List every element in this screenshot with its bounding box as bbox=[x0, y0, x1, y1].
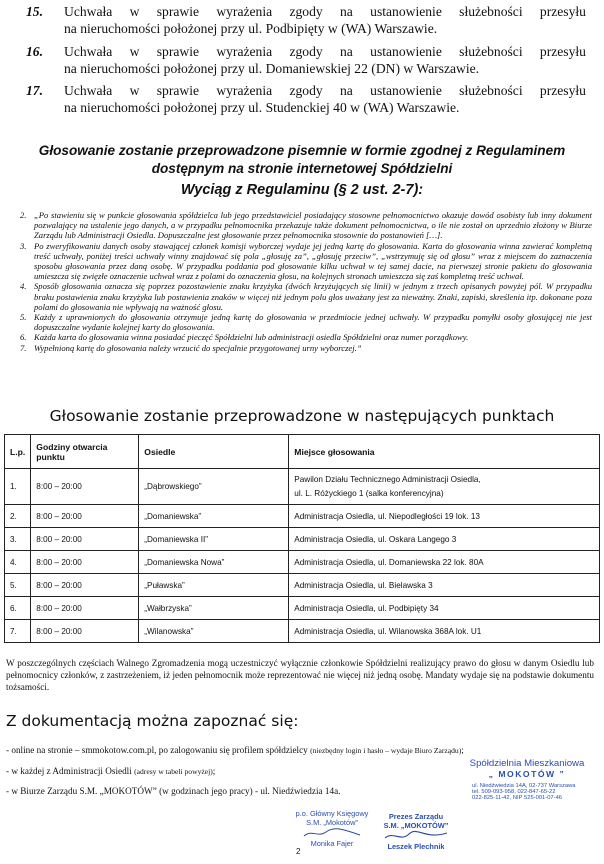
voting-places-table bbox=[4, 434, 600, 643]
regulation-extract-heading: Wyciąg z Regulaminu (§ 2 ust. 2-7): bbox=[180, 182, 424, 198]
signature-stamp-accountant: p.o. Główny Księgowy S.M. „Mokotów” Monika Fajer bbox=[295, 809, 369, 848]
resolution-number: 15. bbox=[26, 4, 43, 19]
table-row: 4. 8:00 – 20:00 „Domaniewska Nowa” Administracja Osiedla, ul. Domaniewska 22 lok. 80A bbox=[5, 551, 600, 574]
header-hours: Godziny otwarcia punktu bbox=[31, 435, 139, 469]
header-place: Miejsce głosowania bbox=[289, 435, 600, 469]
voting-places-heading: Głosowanie zostanie przeprowadzone w następujących punktach bbox=[49, 407, 555, 425]
resolution-line1: Uchwała w sprawie wyrażenia zgody na ustanowienie służebności przesyłu bbox=[64, 4, 586, 19]
info-paragraph: W poszczególnych częściach Walnego Zgromadzenia mogą uczestniczyć wyłącznie członkowie Spółdzielni realizujący prawo do głosu w danym Osiedlu lub pełnomocnicy członków, z zastrzeżeniem, iż jeden pełnomocnik może reprezentować nie więcej niż jedną osobę. Mandaty wydaje się na podstawie dokumentu tożsamości. bbox=[6, 658, 594, 692]
resolution-line2: na nieruchomości położonej przy ul. Podbipięty w (WA) Warszawie. bbox=[64, 21, 438, 36]
table-row: 1. 8:00 – 20:00 „Dąbrowskiego” Pawilon Działu Technicznego Administracji Osiedla, ul. L. Różyckiego 1 (salka konferencyjna) bbox=[5, 469, 600, 505]
extract-item: 7. Wypełnioną kartę do głosowania należy wrzucić do specjalnie przygotowanej urny wyborczej.” bbox=[20, 342, 362, 353]
doc-item-administration: - w każdej z Administracji Osiedli (adresy w tabeli powyżej); bbox=[6, 766, 216, 776]
resolution-15 bbox=[26, 3, 586, 37]
doc-item-online: - online na stronie – smmokotow.com.pl, po zalogowaniu się profilem spółdzielcy (niezbędny login i hasło – wydaje Biuro Zarządu); bbox=[6, 745, 464, 755]
documentation-heading: Z dokumentacją można zapoznać się: bbox=[6, 712, 299, 730]
header-lp: L.p. bbox=[5, 435, 31, 469]
resolution-17 bbox=[26, 82, 586, 116]
extract-item: 4. Sposób głosowania oznacza się poprzez pozostawienie znaku krzyżyka (dwóch krzyżujących się linii) w jednym z trzech opisanych powyżej pól. W przypadku braku postawienia znaku krzyżyka lub postawienia znaków w więcej niż jednym polu głos uważany jest za nieważny. Znaki, zapiski, skreślenia itp. dokonane poza polami do głosowania nie wpływają na ważność głosu. bbox=[20, 281, 592, 312]
cooperative-stamp: Spółdzielnia Mieszkaniowa „ MOKOTÓW ” ul. Niedźwiedzia 14A, 02-737 Warszawa tel. 509-093-958, 022-847-65-22 022-825-11-42, NIP 525-001-07-46 bbox=[469, 758, 585, 801]
extract-item: 5. Każdy z uprawnionych do głosowania otrzymuje jedną kartę do głosowania w przedmiocie jednej uchwały. W przypadku pomyłki osoby głosującej nie jest dopuszczalne wydanie kolejnej karty do głosowania. bbox=[20, 312, 592, 333]
table-row: 6. 8:00 – 20:00 „Wałbrzyska” Administracja Osiedla, ul. Podbipięty 34 bbox=[5, 597, 600, 620]
header-estate: Osiedle bbox=[139, 435, 289, 469]
resolution-number: 17. bbox=[26, 83, 43, 98]
page-number: 2 bbox=[296, 847, 301, 856]
resolution-line2: na nieruchomości położonej przy ul. Studenckiej 40 w (WA) Warszawie. bbox=[64, 100, 460, 115]
table-header-row bbox=[5, 435, 600, 469]
doc-item-board-office: - w Biurze Zarządu S.M. „MOKOTÓW” (w godzinach jego pracy) - ul. Niedźwiedzia 14a. bbox=[6, 786, 341, 796]
table-row: 5. 8:00 – 20:00 „Puławska” Administracja Osiedla, ul. Bielawska 3 bbox=[5, 574, 600, 597]
resolution-line2: na nieruchomości położonej przy ul. Domaniewskiej 22 (DN) w Warszawie. bbox=[64, 61, 480, 76]
table-row: 7. 8:00 – 20:00 „Wilanowska” Administracja Osiedla, ul. Wilanowska 368A lok. U1 bbox=[5, 620, 600, 643]
handwritten-signature-icon bbox=[302, 827, 362, 839]
extract-item: 2. „Po stawieniu się w punkcie głosowania spółdzielca lub jego przedstawiciel posiadający stosowne pełnomocnictwo okazuje dowód osobisty lub inny dokument pozwalający na ustalenie jego danych, a w przypadku pełnomocnika przekazuje także dokument pełnomocnictwa, o ile nie został on uprzednio złożony w Biurze Zarządu lub Administracji Osiedla. Dopuszczalne jest głosowanie przez pełnomocnika stosownie do postanowień […]. bbox=[20, 210, 592, 241]
handwritten-signature-icon bbox=[381, 830, 451, 842]
resolution-line1: Uchwała w sprawie wyrażenia zgody na ustanowienie służebności przesyłu bbox=[64, 44, 586, 59]
voting-heading: Głosowanie zostanie przeprowadzone pisemnie w formie zgodnej z Regulaminem dostępnym na stronie internetowej Spółdzielni bbox=[38, 143, 566, 176]
extract-item: 6. Każda karta do głosowania winna posiadać pieczęć Spółdzielni lub administracji osiedla Spółdzielni oraz numer porządkowy. bbox=[20, 332, 469, 343]
resolution-16 bbox=[26, 43, 586, 77]
resolution-line1: Uchwała w sprawie wyrażenia zgody na ustanowienie służebności przesyłu bbox=[64, 83, 586, 98]
signature-stamp-president: Prezes Zarządu S.M. „MOKOTÓW” Leszek Plechnik bbox=[362, 812, 470, 851]
table-row: 2. 8:00 – 20:00 „Domaniewska” Administracja Osiedla, ul. Niepodległości 19 lok. 13 bbox=[5, 505, 600, 528]
extract-item: 3. Po zweryfikowaniu danych osoby stawającej członek komisji wyborczej wydaje jej jedną kartę do głosowania. Karta do głosowania winna zawierać kompletną treść uchwały, poniżej treści uchwały winny znajdować się pola „głosuję za”, „głosuję przeciw”, „wstrzymuję się od głosu” wraz z miejscem do zaznaczenia sposobu głosowania przez daną osobę. W przypadku poddania pod głosowanie kilku uchwał w tej samej dacie, na pierwszej stronie pakietu do głosowania umieszcza się zwięzłe oznaczenie uchwał wraz z polami do oznaczenia głosu, na kolejnych stronach umieszcza się zaś kompletną treść uchwał. bbox=[20, 240, 592, 282]
resolution-number: 16. bbox=[26, 44, 43, 59]
table-row: 3. 8:00 – 20:00 „Domaniewska II” Administracja Osiedla, ul. Oskara Langego 3 bbox=[5, 528, 600, 551]
regulation-extract bbox=[20, 210, 592, 353]
